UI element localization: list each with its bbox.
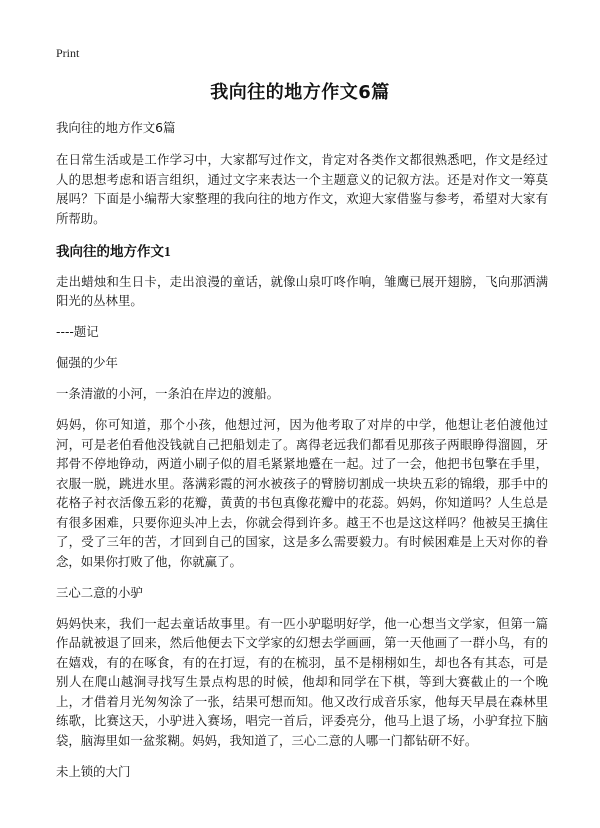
subheading-donkey: 三心二意的小驴 [56,584,143,600]
subheading-stubborn-youth: 倔强的少年 [56,355,118,370]
print-link[interactable]: Print [56,46,80,60]
document-subtitle: 我向往的地方作文6篇 [56,120,176,135]
section-paragraph-opening: 走出蜡烛和生日卡，走出浪漫的童话，就像山泉叮咚作响，雏鹰已展开翅膀，飞向那洒满阳光的丛林里。 [56,273,548,308]
subheading-unlocked-gate: 未上锁的大门 [56,763,131,779]
section-paragraph-river: 一条清澈的小河，一条泊在岸边的渡船。 [56,386,280,401]
section-heading: 我向往的地方作文1 [56,243,171,259]
document-title: 我向往的地方作文6篇 [210,82,390,103]
section-paragraph-story: 妈妈，你可知道，那个小孩，他想过河，因为他考取了对岸的中学，他想让老伯渡他过河，可是老伯看他没钱就自己把船划走了。离得老远我们都看见那孩子两眼睁得溜圆，牙邦骨不停地铮动，两道小刷子似的眉毛紧紧地蹙在一起。过了一会，他把书包擎在手里，衣服一脱，跳进水里。落满彩霞的河水被孩子的臂膀切割成一块块五彩的锦缎，那手中的花格子衬衣活像五彩的花瓣，黄黄的书包真像花瓣中的花蕊。妈妈，你知道吗？人生总是有很多困难，只要你迎头冲上去，你就会得到许多。越王不也是这这样吗？他被吴王擒住了，受了三年的苦，才回到自己的国家，这是多么需要毅力。有时候困难是上天对你的眷念，如果你打败了他，你就赢了。 [56,417,548,569]
document-body [56,118,548,793]
section-paragraph-donkey: 妈妈快来，我们一起去童话故事里。有一匹小驴聪明好学，他一心想当文学家，但第一篇作品就被退了回来，然后他便去下文学家的幻想去学画画，第一天他画了一群小鸟，有的在嬉戏，有的在啄食，有的在打逗，有的在梳羽，虽不是栩栩如生，却也各有其态，可是别人在爬山越涧寻找写生景点构思的时候，他却和同学在下棋，等到大赛截止的一个晚上，才借着月光匆匆涂了一张，结果可想而知。他又改行成音乐家，他每天早晨在森林里练歌，比赛这天，小驴进入赛场，唱完一首后，评委亮分，他马上退了场，小驴耷拉下脑袋，脑海里如一盆浆糊。妈妈，我知道了，三心二意的人哪一门都钻研不好。 [56,615,548,748]
epigraph-label: ----题记 [56,324,99,339]
intro-paragraph: 在日常生活或是工作学习中，大家都写过作文，肯定对各类作文都很熟悉吧，作文是经过人的思想考虑和语言组织，通过文字来表达一个主题意义的记叙方法。还是对作文一筹莫展吗？下面是小编帮大家整理的我向往的地方作文，欢迎大家借鉴与参考，希望对大家有所帮助。 [56,152,548,226]
